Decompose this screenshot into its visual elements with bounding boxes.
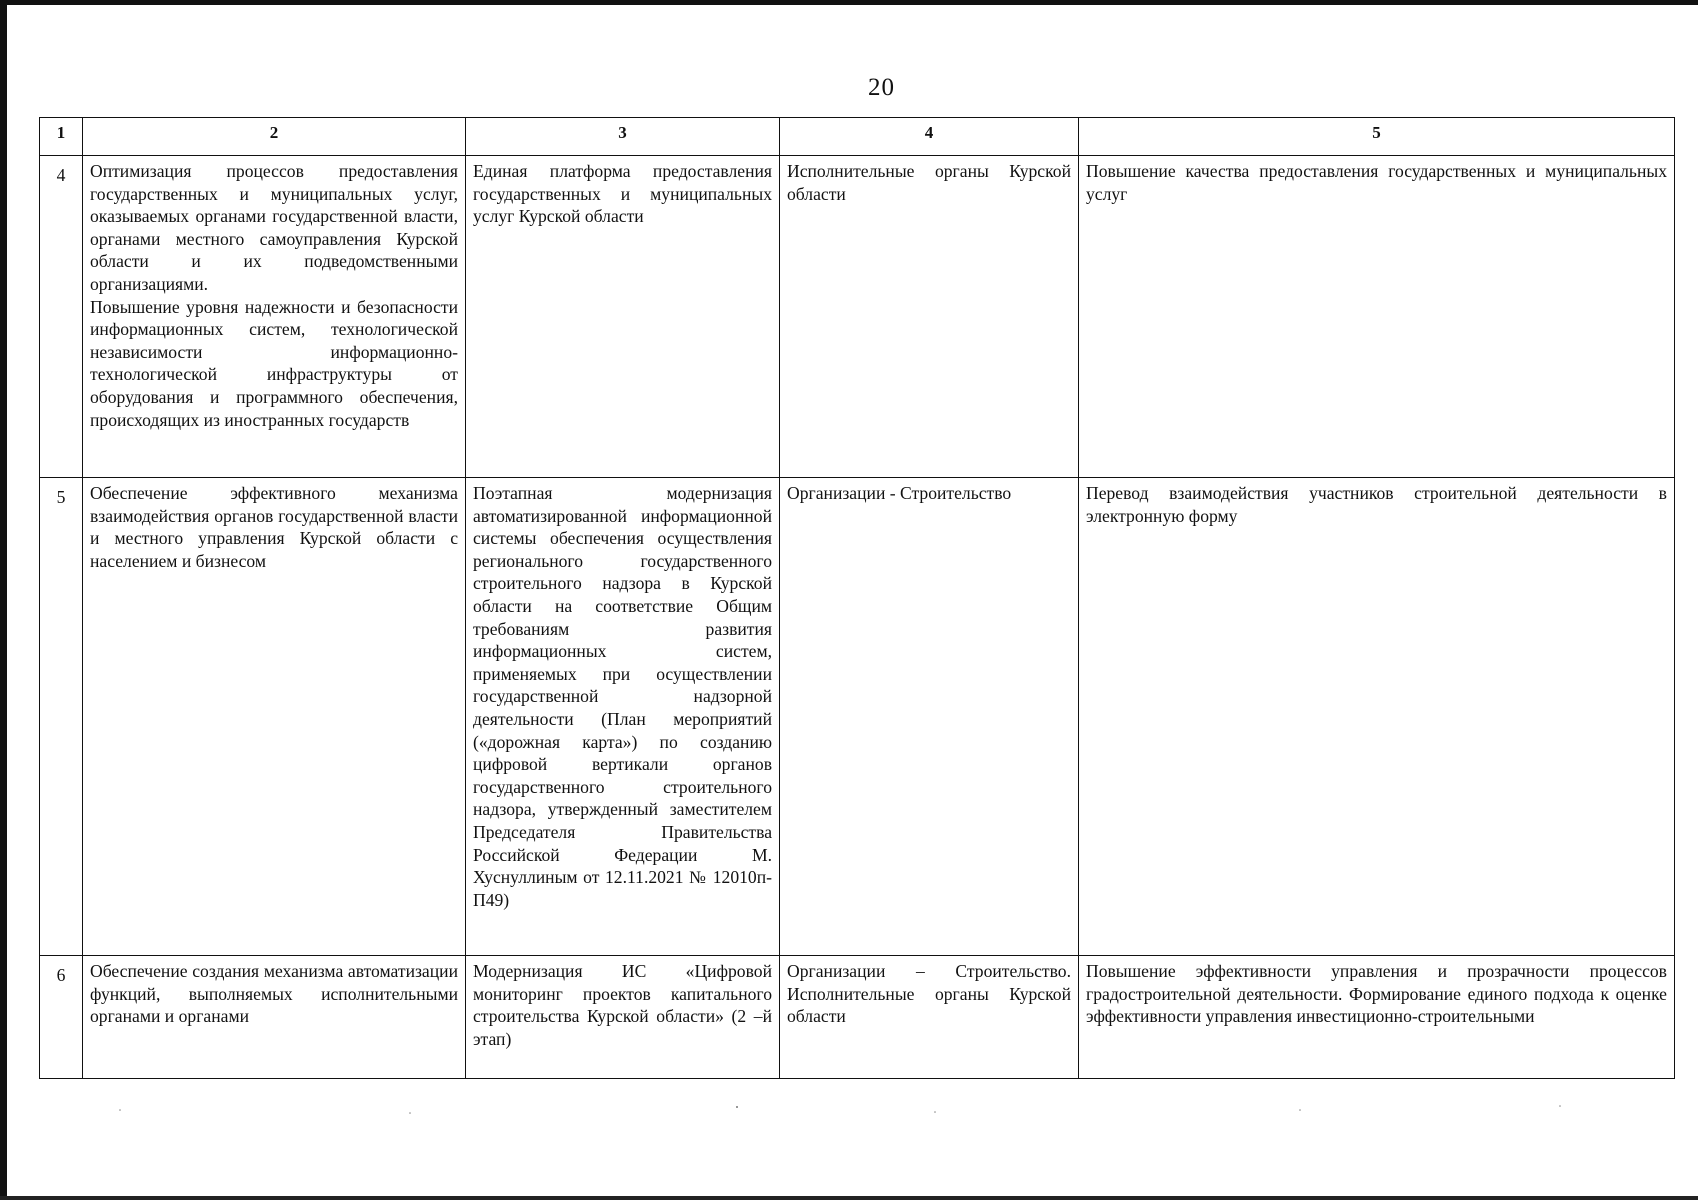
project-cell: Поэтапная модернизация автоматизированной информационной системы обеспечения осуществления регионального государственного строительного надзора в Курской области на соответствие Общим требованиям развития информационных систем, применяемых при осуществлении государственной надзорной деятельности (План мероприятий («дорожная карта») по созданию цифровой вертикали органов государственного строительного надзора, утвержденный заместителем Председателя Правительства Российской Федерации М. Хуснуллиным от 12.11.2021 № 12010п-П49) bbox=[466, 478, 780, 956]
row-number: 4 bbox=[40, 156, 83, 478]
document-table bbox=[39, 117, 1675, 1079]
header-cell-5: 5 bbox=[1079, 118, 1675, 156]
table-row bbox=[40, 478, 1675, 956]
task-cell bbox=[83, 156, 466, 478]
row-number: 5 bbox=[40, 478, 83, 956]
table-row bbox=[40, 956, 1675, 1079]
task-cell bbox=[83, 956, 466, 1079]
project-cell: Единая платформа предоставления государственных и муниципальных услуг Курской области bbox=[466, 156, 780, 478]
page-number: 20 bbox=[868, 74, 895, 101]
result-cell: Повышение качества предоставления государственных и муниципальных услуг bbox=[1079, 156, 1675, 478]
scan-edge-left bbox=[0, 0, 7, 1200]
scan-edge-bottom bbox=[0, 1196, 1698, 1200]
table-row bbox=[40, 156, 1675, 478]
task-text: Обеспечение эффективного механизма взаимодействия органов государственной власти и местного управления Курской области с населением и бизнесом bbox=[90, 483, 458, 571]
responsible-cell: Организации - Строительство bbox=[780, 478, 1079, 956]
task-text: Оптимизация процессов предоставления государственных и муниципальных услуг, оказываемых органами государственной власти, органами местного самоуправления Курской области и их подведомственными организациями. bbox=[90, 161, 458, 294]
responsible-cell: Организации – Строительство. Исполнительные органы Курской области bbox=[780, 956, 1079, 1079]
responsible-cell: Исполнительные органы Курской области bbox=[780, 156, 1079, 478]
task-cell bbox=[83, 478, 466, 956]
header-cell-3: 3 bbox=[466, 118, 780, 156]
task-text: Обеспечение создания механизма автоматизации функций, выполняемых исполнительными органами и органами bbox=[90, 961, 458, 1027]
scan-edge-top bbox=[0, 0, 1698, 5]
header-cell-4: 4 bbox=[780, 118, 1079, 156]
task-text: Повышение уровня надежности и безопасности информационных систем, технологической независимости информационно-технологической инфраструктуры от оборудования и программного обеспечения, происходящих из иностранных государств bbox=[90, 296, 458, 430]
row-number: 6 bbox=[40, 956, 83, 1079]
header-cell-1: 1 bbox=[40, 118, 83, 156]
result-cell: Повышение эффективности управления и прозрачности процессов градостроительной деятельности. Формирование единого подхода к оценке эффективности управления инвестиционно-строительными bbox=[1079, 956, 1675, 1079]
project-cell: Модернизация ИС «Цифровой мониторинг проектов капитального строительства Курской области» (2 –й этап) bbox=[466, 956, 780, 1079]
scan-noise bbox=[0, 1100, 1698, 1130]
table-header-row bbox=[40, 118, 1675, 156]
header-cell-2: 2 bbox=[83, 118, 466, 156]
result-cell: Перевод взаимодействия участников строительной деятельности в электронную форму bbox=[1079, 478, 1675, 956]
